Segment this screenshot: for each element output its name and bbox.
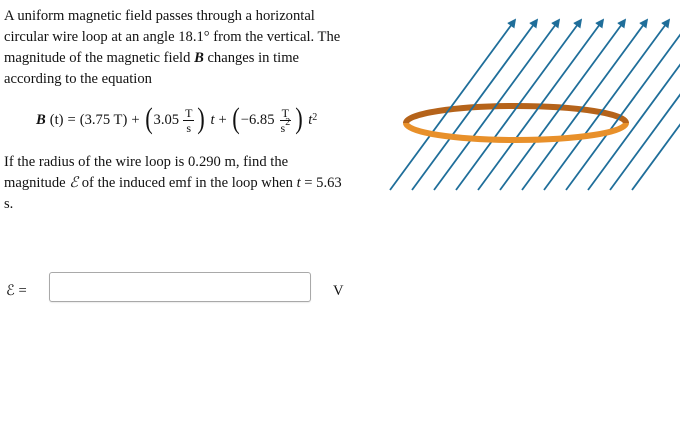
- field-line-arrow: [588, 20, 680, 190]
- answer-label: ℰ =: [6, 283, 27, 299]
- problem-intro: A uniform magnetic field passes through a horizontal circular wire loop at an angle 18.1° from the vertical. The magnitude of the magnetic field B changes in time according to the equation: [4, 8, 341, 87]
- question-text: If the radius of the wire loop is 0.290 m, find the magnitude ℰ of the induced emf in the loop when t = 5.63 s.: [4, 154, 342, 212]
- fraction-t-per-s2: $\frac{T}{s^2}$: [280, 105, 291, 135]
- loop-front-arc: [406, 123, 626, 140]
- magnetic-field-loop-figure: [380, 10, 680, 200]
- field-line-arrow: [566, 20, 680, 190]
- emf-symbol: ℰ: [69, 175, 79, 191]
- fraction-t-per-s: $\frac{T}{s}$: [185, 105, 193, 135]
- field-equation: B (t) = (3.75 T) + ( 3.05 $\frac{T}{s}$ ) t + ( −6.85 $\frac{T}{s^2}$ ) t $^2$: [36, 102, 318, 135]
- field-line-arrow: [610, 20, 680, 190]
- field-symbol: B: [194, 50, 204, 66]
- answer-unit: V: [333, 283, 344, 299]
- problem-statement: [4, 6, 349, 90]
- emf-answer-input[interactable]: [49, 272, 311, 302]
